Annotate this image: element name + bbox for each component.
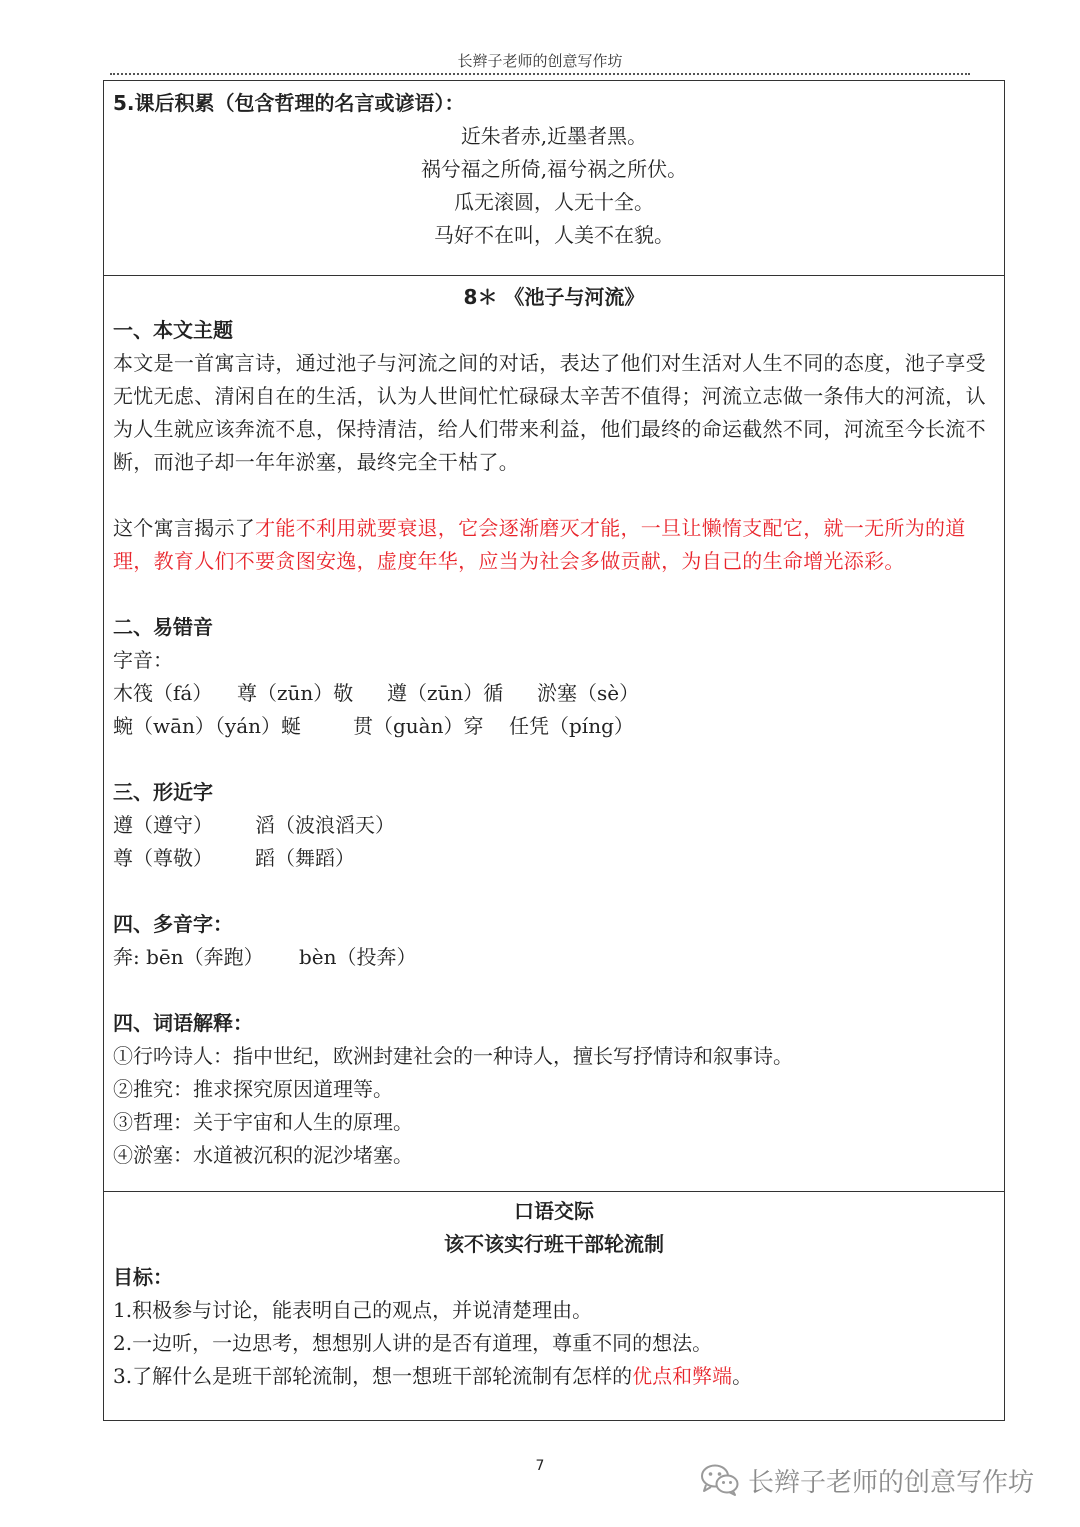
similar-item: 尊（尊敬）	[113, 846, 213, 870]
similar-heading: 三、形近字	[113, 780, 213, 804]
page-header: 长辫子老师的创意写作坊	[457, 52, 623, 70]
poly-row	[113, 941, 995, 974]
section5-heading: 5.课后积累（包含哲理的名言或谚语）：	[113, 91, 465, 115]
oral-subtitle: 该不该实行班干部轮流制	[444, 1232, 664, 1256]
theme-heading: 一、本文主题	[113, 318, 233, 342]
proverb: 近朱者赤,近墨者黑。	[460, 124, 648, 148]
goal-item	[113, 1360, 995, 1393]
watermark	[700, 1458, 1034, 1502]
theme-paragraph: 本文是一首寓言诗，通过池子与河流之间的对话，表达了他们对生活对人生不同的态度，池子享受无忧无虑、清闲自在的生活，认为人世间忙忙碌碌太辛苦不值得；河流立志做一条伟大的河流，认为人生就应该奔流不息，保持清洁，给人们带来利益，他们最终的命运截然不同，河流至今长流不断，而池子却一年年淤塞，最终完全干枯了。	[113, 351, 986, 474]
similar-item: 滔（波浪滔天）	[255, 813, 395, 837]
proverb: 瓜无滚圆，人无十全。	[454, 190, 654, 214]
goal-item: 1.积极参与讨论，能表明自己的观点，并说清楚理由。	[113, 1298, 593, 1322]
oral-cell	[103, 1191, 1005, 1421]
pron-item: 淤塞（sè）	[537, 681, 640, 705]
pron-item: 蜿（wān）（yán）蜒	[113, 714, 302, 738]
vocab-item: ③哲理：关于宇宙和人生的原理。	[113, 1110, 413, 1134]
similar-row	[113, 842, 995, 875]
pron-heading: 二、易错音	[113, 615, 213, 639]
similar-row	[113, 809, 995, 842]
vocab-item: ②推究：推求探究原因道理等。	[113, 1077, 393, 1101]
pron-item: 木筏（fá）	[113, 681, 213, 705]
pron-item: 遵（zūn）循	[387, 681, 504, 705]
moral-prefix: 这个寓言揭示了	[113, 516, 256, 540]
moral-paragraph	[113, 512, 995, 578]
poly-item: bèn（投奔）	[299, 945, 417, 969]
vocab-item: ④淤塞：水道被沉积的泥沙堵塞。	[113, 1143, 413, 1167]
pron-item: 尊（zūn）敬	[237, 681, 354, 705]
pron-row	[113, 677, 995, 710]
section5-cell	[103, 80, 1005, 276]
watermark-text: 长辫子老师的创意写作坊	[748, 1467, 1035, 1498]
oral-title: 口语交际	[514, 1199, 594, 1223]
similar-item: 蹈（舞蹈）	[255, 846, 355, 870]
pron-label: 字音：	[113, 648, 173, 672]
wechat-icon	[700, 1463, 740, 1497]
poly-heading: 四、多音字：	[113, 912, 233, 936]
lesson8-cell	[103, 275, 1005, 1192]
lesson-title: 8＊ 《池子与河流》	[463, 285, 645, 309]
similar-item: 遵（遵守）	[113, 813, 213, 837]
goal3-suffix: 。	[732, 1364, 753, 1388]
pron-item: 贯（guàn）穿	[353, 714, 484, 738]
poly-item: 奔: bēn（奔跑）	[113, 945, 264, 969]
moral-highlight: 才能不利用就要衰退，它会逐渐磨灭才能，一旦让懒惰支配它，就一无所为的道理，教育人们不要贪图安逸，虚度年华，应当为社会多做贡献，为自己的生命增光添彩。	[113, 516, 966, 573]
goal3-highlight: 优点和弊端	[632, 1364, 733, 1388]
header-divider	[110, 73, 970, 75]
page-number: 7	[535, 1458, 545, 1474]
proverb: 马好不在叫，人美不在貌。	[434, 223, 674, 247]
goal-item: 2.一边听，一边思考，想想别人讲的是否有道理，尊重不同的想法。	[113, 1331, 713, 1355]
pron-item: 任凭（píng）	[509, 714, 634, 738]
proverb: 祸兮福之所倚,福兮祸之所伏。	[420, 157, 688, 181]
vocab-heading: 四、词语解释：	[113, 1011, 253, 1035]
goal-heading: 目标：	[113, 1265, 173, 1289]
goal3-prefix: 3.了解什么是班干部轮流制，想一想班干部轮流制有怎样的	[113, 1364, 633, 1388]
vocab-item: ①行吟诗人：指中世纪，欧洲封建社会的一种诗人，擅长写抒情诗和叙事诗。	[113, 1044, 793, 1068]
pron-row	[113, 710, 995, 743]
